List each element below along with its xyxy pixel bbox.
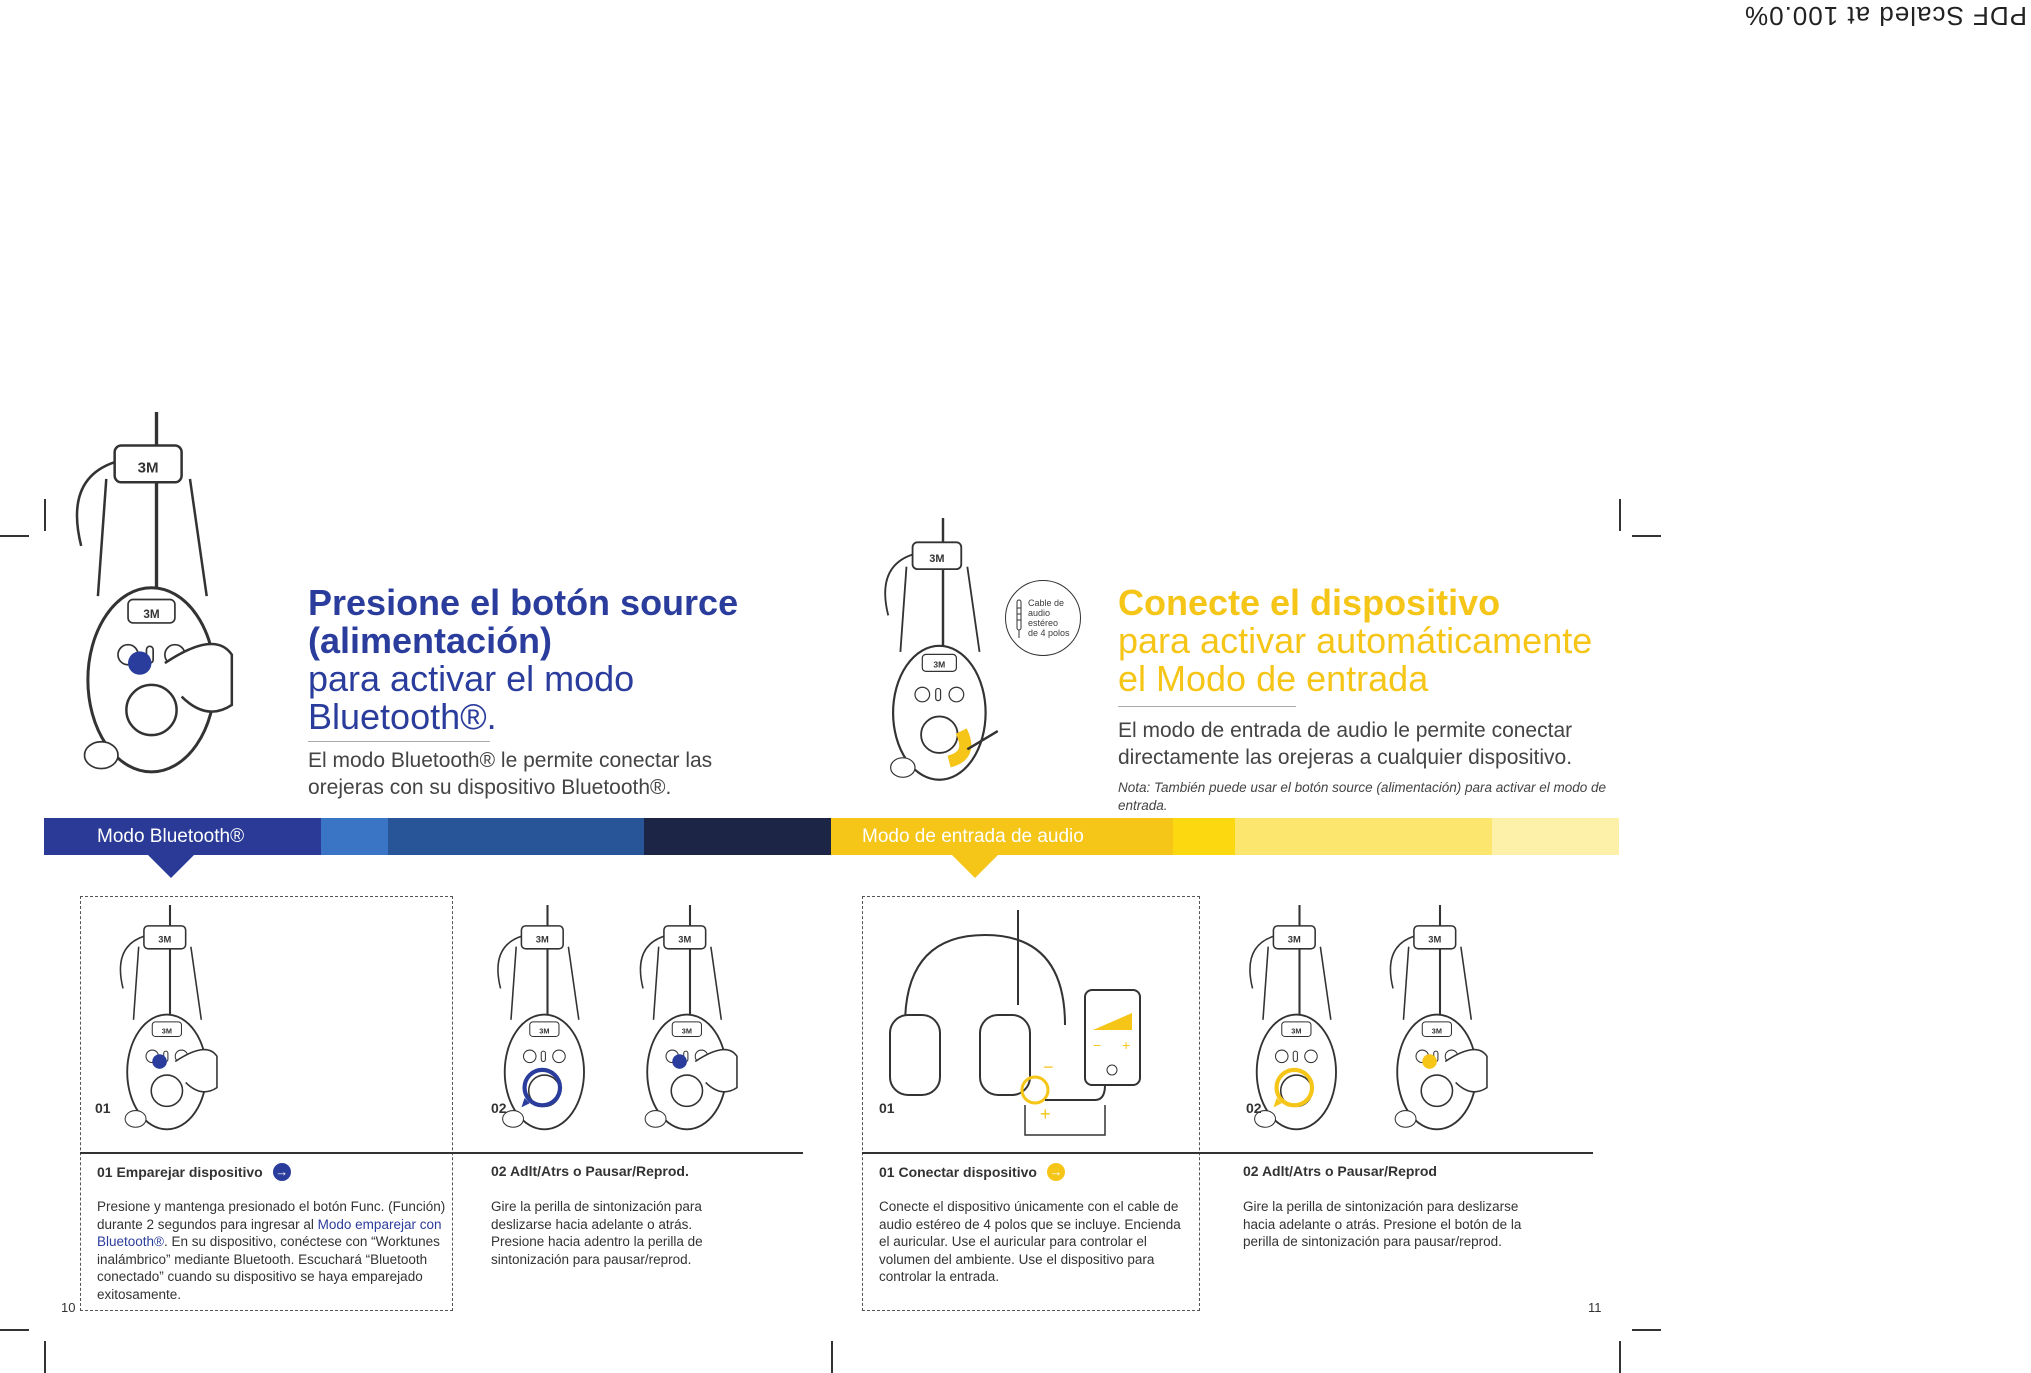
heading-bold: Presione el botón source (alimentación)	[308, 582, 739, 661]
step-body: Gire la perilla de sintonización para deslizarse hacia adelante o atrás. Presione hacia adentro la perilla de sintonización para pausar/reprod.	[491, 1199, 703, 1267]
bluetooth-pairing-link: Modo emparejar con Bluetooth®	[97, 1216, 442, 1249]
svg-text:3M: 3M	[1428, 933, 1442, 945]
headset-illustration-bluetooth	[39, 412, 274, 797]
crop-mark	[44, 1341, 46, 1373]
band-segment	[1173, 818, 1235, 855]
audio-input-mode-label: Modo de entrada de audio	[862, 826, 1084, 847]
step-body: Gire la perilla de sintonización para deslizarse hacia adelante o atrás. Presione el botón de la perilla de sintonización para pausar/reprod.	[1243, 1199, 1522, 1249]
headset-icon	[615, 905, 765, 1145]
step-body	[97, 1198, 447, 1303]
svg-text:3M: 3M	[137, 459, 159, 477]
headset-icon	[39, 412, 274, 797]
crop-mark	[1632, 535, 1661, 537]
headset-icon	[1365, 905, 1515, 1145]
svg-text:3M: 3M	[161, 1026, 172, 1036]
audio-jack-icon	[1014, 598, 1024, 638]
pointer-triangle	[148, 855, 194, 878]
heading-light: para activar automáticamente el Modo de entrada	[1118, 620, 1593, 699]
step-number: 01	[95, 1100, 111, 1116]
headset-icon	[793, 518, 1093, 798]
audio-input-note: Nota: También puede usar el botón source (alimentación) para activar el modo de entrada.	[1118, 780, 1607, 813]
svg-text:+: +	[1040, 1104, 1051, 1124]
divider	[862, 1152, 1593, 1154]
step-body-text: . En su dispositivo, conéctese con “Worktunes inalámbrico” mediante Bluetooth. Escuchará “Bluetooth conectado” cuando su dispositivo se haya emparejado exitosamente.	[97, 1234, 440, 1302]
step-title	[97, 1163, 291, 1181]
step-number: 01	[879, 1100, 895, 1116]
headset-step-push	[615, 905, 765, 1145]
divider	[308, 741, 490, 742]
svg-text:3M: 3M	[678, 933, 692, 945]
svg-text:3M: 3M	[929, 552, 945, 565]
band-segment	[644, 818, 831, 855]
divider	[80, 1152, 803, 1154]
svg-text:3M: 3M	[1287, 933, 1301, 945]
audio-input-lead: El modo de entrada de audio le permite conectar directamente las orejeras a cualquier dispositivo.	[1118, 719, 1573, 769]
svg-text:3M: 3M	[681, 1026, 692, 1036]
heading-light: para activar el modo Bluetooth®.	[308, 658, 635, 737]
step-title	[491, 1163, 689, 1179]
step-body-text: Presione y mantenga presionado el botón Func. (Función) durante 2 segundos para ingresar al	[97, 1199, 446, 1232]
bluetooth-mode-label: Modo Bluetooth®	[97, 826, 245, 847]
callout-text: Cable de audio estéreo de 4 polos	[1028, 598, 1070, 638]
step-number: 02	[1246, 1100, 1262, 1116]
step-number: 02	[491, 1100, 507, 1116]
bluetooth-heading	[308, 584, 768, 736]
svg-text:3M: 3M	[1431, 1026, 1442, 1036]
crop-mark	[0, 535, 29, 537]
step-title-text: 02 Adlt/Atrs o Pausar/Reprod	[1243, 1163, 1437, 1179]
band-segment	[388, 818, 644, 855]
crop-mark	[1619, 499, 1621, 531]
step-title-text: 01 Emparejar dispositivo	[97, 1164, 263, 1180]
band-segment	[321, 818, 388, 855]
step-body: Conecte el dispositivo únicamente con el cable de audio estéreo de 4 polos que se incluye. Encienda el auricular. Use el auricular para controlar el volumen del ambiente. Use el dispositivo para controlar la entrada.	[879, 1199, 1181, 1284]
headset-step-pair	[90, 905, 250, 1145]
bluetooth-lead: El modo Bluetooth® le permite conectar las orejeras con su dispositivo Bluetooth®.	[308, 749, 713, 799]
divider	[1118, 706, 1296, 707]
svg-text:3M: 3M	[933, 659, 946, 670]
headset-phone-connection-illustration	[875, 905, 1155, 1145]
step-title	[1243, 1163, 1437, 1179]
crop-mark	[1632, 1329, 1661, 1331]
heading-bold: Conecte el dispositivo	[1118, 582, 1501, 623]
step-title-text: 02 Adlt/Atrs o Pausar/Reprod.	[491, 1163, 689, 1179]
svg-text:3M: 3M	[1291, 1026, 1302, 1036]
crop-mark	[831, 1341, 833, 1373]
print-scale-note: PDF Scaled at 100.0%	[1743, 1, 2027, 31]
page-number: 10	[61, 1300, 76, 1315]
crop-mark	[0, 1329, 29, 1331]
svg-text:3M: 3M	[158, 933, 172, 945]
audio-input-heading	[1118, 584, 1618, 698]
crop-mark	[1619, 1341, 1621, 1373]
svg-text:3M: 3M	[539, 1026, 550, 1036]
band-segment	[1235, 818, 1492, 855]
svg-text:+: +	[1122, 1037, 1131, 1053]
arrow-right-icon: →	[1047, 1163, 1065, 1181]
arrow-right-icon: →	[273, 1163, 291, 1181]
cable-callout	[1005, 580, 1081, 656]
pointer-triangle	[952, 855, 998, 878]
volume-rotate-icon	[1022, 1077, 1048, 1103]
step-title-text: 01 Conectar dispositivo	[879, 1164, 1037, 1180]
svg-text:−: −	[1093, 1037, 1102, 1053]
svg-text:3M: 3M	[143, 607, 160, 621]
step-title	[879, 1163, 1065, 1181]
page-number: 11	[1588, 1300, 1602, 1315]
svg-text:3M: 3M	[535, 933, 549, 945]
headset-icon	[90, 905, 250, 1145]
svg-text:−: −	[1043, 1057, 1054, 1077]
headset-illustration-cable	[793, 518, 1093, 798]
band-segment	[1492, 818, 1619, 855]
headset-step-push	[1365, 905, 1515, 1145]
